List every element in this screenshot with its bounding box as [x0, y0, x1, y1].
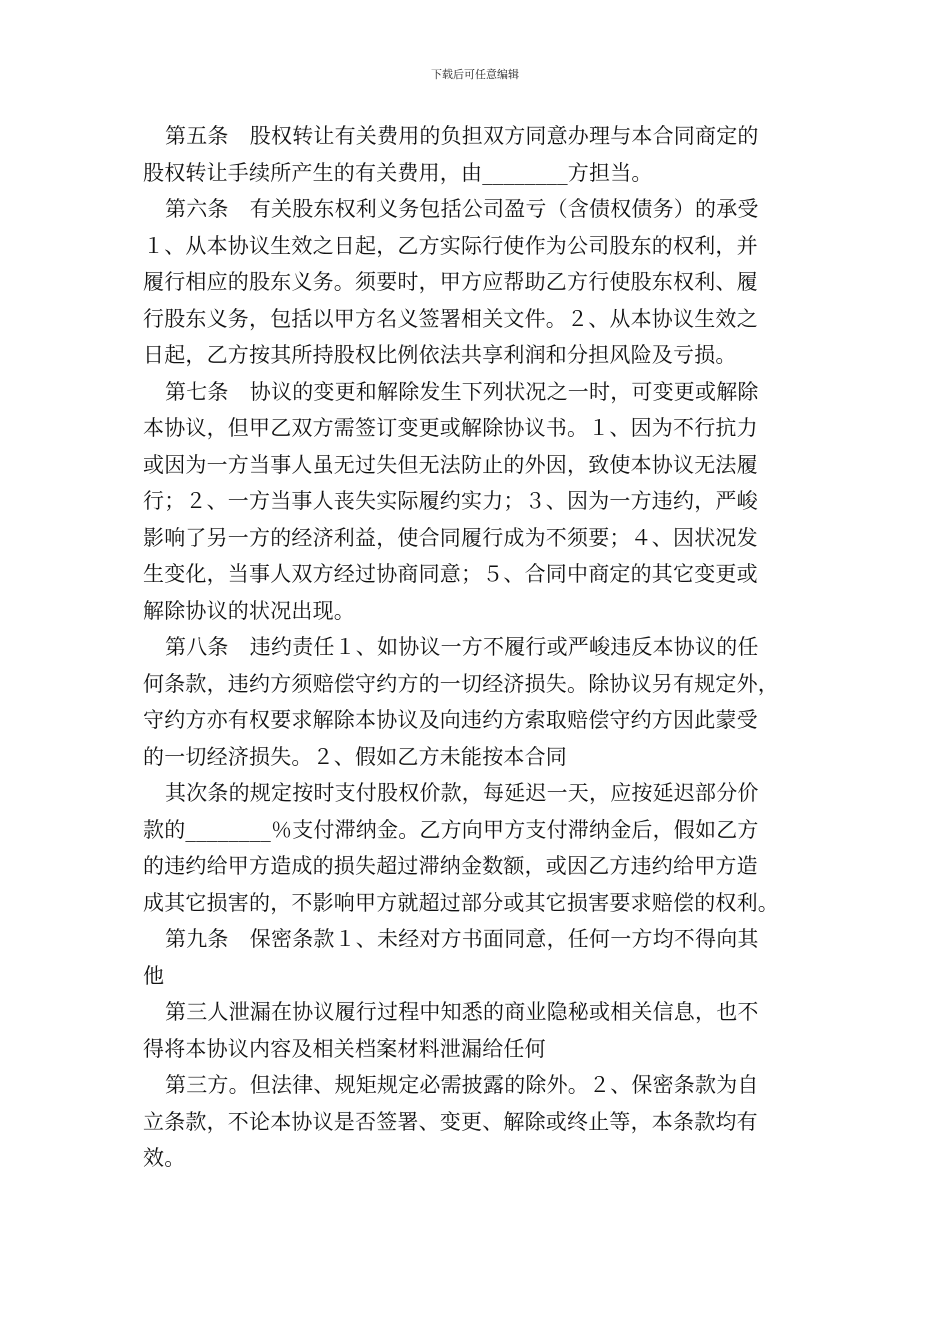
- text-line: 的违约给甲方造成的损失超过滞纳金数额，或因乙方违约给甲方造: [143, 854, 758, 878]
- text-line: 或因为一方当事人虽无过失但无法防止的外因，致使本协议无法履: [143, 452, 758, 477]
- text-line: 行；２、一方当事人丧失实际履约实力；３、因为一方违约，严峻: [143, 489, 758, 513]
- text-line: 解除协议的状况出现。: [143, 598, 355, 623]
- text-line: 行股东义务，包括以甲方名义签署相关文件。２、从本协议生效之: [143, 306, 758, 331]
- text-line: 效。: [143, 1146, 186, 1170]
- text-line: 生变化，当事人双方经过协商同意；５、合同中商定的其它变更或: [143, 562, 758, 586]
- text-line: 影响了另一方的经济利益，使合同履行成为不须要；４、因状况发: [143, 525, 758, 550]
- text-line: 履行相应的股东义务。须要时，甲方应帮助乙方行使股东权利、履: [143, 270, 758, 294]
- text-line: 日起，乙方按其所持股权比例依法共享利润和分担风险及亏损。: [143, 343, 737, 367]
- text-line: 款的________％支付滞纳金。乙方向甲方支付滞纳金后，假如乙方: [143, 817, 759, 842]
- text-line: 的一切经济损失。２、假如乙方未能按本合同: [143, 744, 567, 769]
- text-line: 何条款，违约方须赔偿守约方的一切经济损失。除协议另有规定外，: [143, 671, 779, 696]
- text-line: １、从本协议生效之日起，乙方实际行使作为公司股东的权利，并: [143, 233, 758, 258]
- text-line: 第三方。但法律、规矩规定必需披露的除外。２、保密条款为自: [165, 1073, 759, 1097]
- text-line: 本协议，但甲乙双方需签订变更或解除协议书。１、因为不行抗力: [143, 416, 758, 440]
- document-body: [143, 118, 811, 1177]
- text-line: 立条款，不论本协议是否签署、变更、解除或终止等，本条款均有: [143, 1109, 758, 1134]
- text-line: 其次条的规定按时支付股权价款，每延迟一天，应按延迟部分价: [165, 781, 759, 805]
- text-line: 守约方亦有权要求解除本协议及向违约方索取赔偿守约方因此蒙受: [143, 708, 758, 732]
- text-line: 得将本协议内容及相关档案材料泄漏给任何: [143, 1036, 546, 1061]
- text-line: 他: [143, 963, 165, 988]
- text-line: 第八条 违约责任１、如协议一方不履行或严峻违反本协议的任: [165, 635, 759, 659]
- text-line: 第六条 有关股东权利义务包括公司盈亏（含债权债务）的承受: [165, 197, 759, 221]
- text-line: 第五条 股权转让有关费用的负担双方同意办理与本合同商定的: [165, 124, 759, 148]
- text-line: 成其它损害的，不影响甲方就超过部分或其它损害要求赔偿的权利。: [143, 890, 779, 915]
- text-line: 第三人泄漏在协议履行过程中知悉的商业隐秘或相关信息，也不: [165, 1000, 759, 1024]
- page-header: 下载后可任意编辑: [431, 68, 519, 81]
- text-line: 股权转让手续所产生的有关费用，由________方担当。: [143, 160, 653, 185]
- text-line: 第七条 协议的变更和解除发生下列状况之一时，可变更或解除: [165, 379, 759, 404]
- text-line: 第九条 保密条款１、未经对方书面同意，任何一方均不得向其: [165, 927, 759, 951]
